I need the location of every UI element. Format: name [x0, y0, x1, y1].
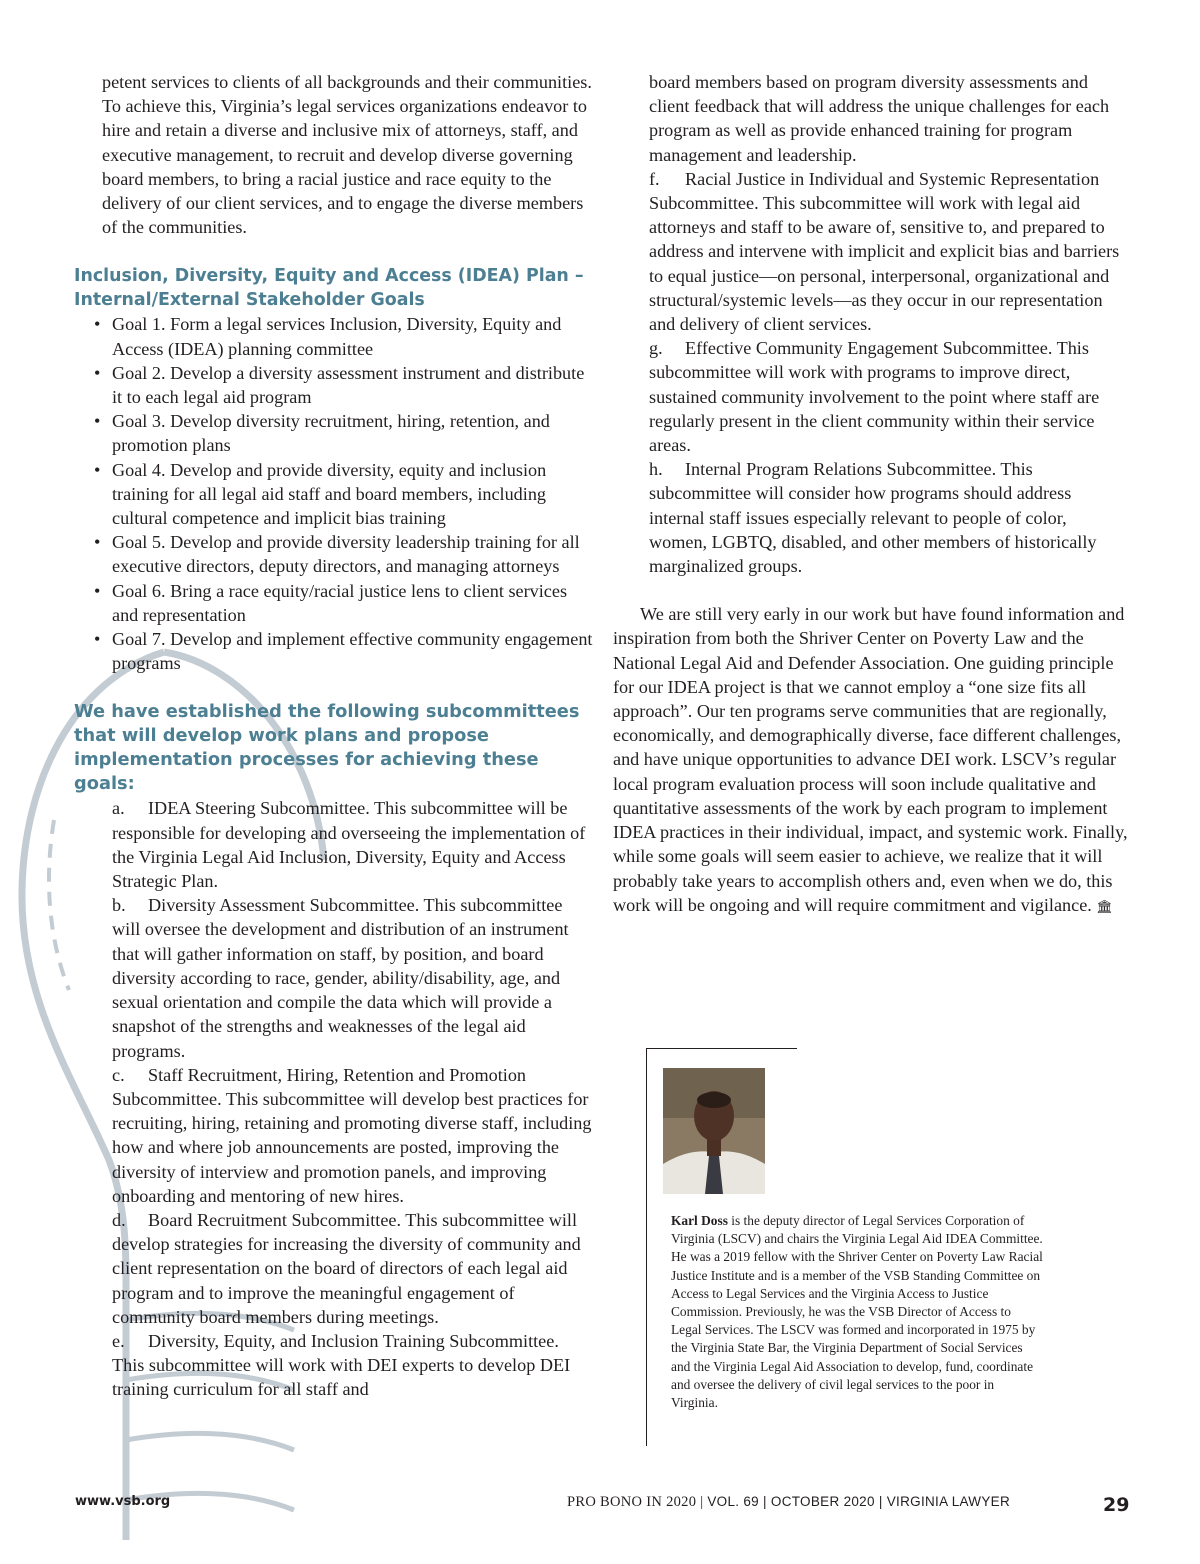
subcommittee-text: Diversity, Equity, and Inclusion Training Subcommittee. This subcommittee will work with DEI experts to develop DEI training curriculum for all staff and [112, 1330, 571, 1400]
subcommittee-text: Internal Program Relations Subcommittee. This subcommittee will consider how programs should address internal staff issues especially relevant to people of color, women, LGBTQ, disabled, and other members of historically marginalized groups. [649, 459, 1097, 577]
section-name: PRO BONO IN 2020 [567, 1494, 697, 1510]
closing-paragraph [613, 602, 1128, 920]
subcommittee-label: e. [112, 1330, 125, 1351]
continuation-paragraph: board members based on program diversity assessments and client feedback that will address the unique challenges for each program as well as provide enhanced training for program management and leadership. [649, 72, 1110, 165]
subcommittee-label: g. [649, 338, 663, 359]
subcommittee-text: Board Recruitment Subcommittee. This subcommittee will develop strategies for increasing the diversity of community and client representation on the board of directors of each legal aid program and to improve the meaningful engagement of community board members during meetings. [112, 1209, 581, 1327]
subcommittee-text: IDEA Steering Subcommittee. This subcommittee will be responsible for developing and overseeing the implementation of the Virginia Legal Aid Inclusion, Diversity, Equity and Access Strategic Plan. [112, 798, 586, 892]
closing-text: We are still very early in our work but have found information and inspiration from both the Shriver Center on Poverty Law and the National Legal Aid and Defender Association. One guiding principle for our IDEA project is that we cannot employ a “one size fits all approach”. Our ten programs serve communities that are regionally, economically, and demographically diverse, face different challenges, and have unique opportunities to advance DEI work. LSCV’s regular local program evaluation process will soon include qualitative and quantitative assessments of the work by each program to implement IDEA practices in their individual, impact, and systemic work. Finally, while some goals will seem easier to achieve, we realize that it will probably take years to accomplish others and, even when we do, this work will be ongoing and will require commitment and vigilance. [613, 604, 1128, 915]
goal-item: • Goal 6. Bring a race equity/racial justice lens to client services and representation [112, 579, 594, 627]
subcommittee-item [112, 1063, 594, 1208]
subcommittee-text: Diversity Assessment Subcommittee. This subcommittee will oversee the development and distribution of an instrument that will gather information on staff, by position, and board diversity according to race, gender, ability/disability, age, and sexual orientation and compile the data which will provide a snapshot of the strengths and weaknesses of the legal aid programs. [112, 895, 569, 1061]
intro-paragraph: petent services to clients of all backgrounds and their communities. To achieve this, Virginia’s legal services organizations endeavor to hire and retain a diverse and inclusive mix of attorneys, staff, and executive management, to recruit and develop diverse governing board members, to bring a racial justice and race equity to the delivery of our client services, and to engage the diverse members of the communities. [102, 72, 592, 238]
subcommittee-item [112, 1329, 594, 1402]
subcommittee-item [112, 796, 594, 893]
subcommittee-item [649, 336, 1128, 457]
subcommittee-item [649, 167, 1128, 336]
subcommittee-label: a. [112, 798, 125, 819]
goal-item: • Goal 4. Develop and provide diversity, equity and inclusion training for all legal aid staff and board members, including cultural competence and implicit bias training [112, 458, 594, 531]
subcommittee-label: f. [649, 168, 660, 189]
page-number: 29 [1103, 1494, 1130, 1516]
subcommittee-list-continued [613, 167, 1128, 578]
goal-item: • Goal 7. Develop and implement effective community engagement programs [112, 627, 594, 675]
subcommittee-label: c. [112, 1064, 125, 1085]
subcommittee-label: b. [112, 895, 126, 916]
end-mark-icon: 🏛 [1096, 899, 1113, 915]
subcommittee-item [112, 893, 594, 1062]
subcommittee-text: Racial Justice in Individual and Systemic Representation Subcommittee. This subcommittee will work with legal aid attorneys and staff to be aware of, sensitive to, and prepared to address and intervene with implicit and explicit bias and barriers to equal justice—on personal, interpersonal, organizational and structural/systemic levels—as they occur in our representation and delivery of client services. [649, 168, 1120, 335]
goal-item: • Goal 3. Develop diversity recruitment, hiring, retention, and promotion plans [112, 409, 594, 457]
subcommittee-item [112, 1208, 594, 1329]
subcommittees-heading: We have established the following subcommittees that will develop work plans and propose implementation processes for achieving these goals: [74, 701, 580, 795]
author-bio-box [646, 1048, 1043, 1446]
author-bio-text: is the deputy director of Legal Services Corporation of Virginia (LSCV) and chairs the Virginia Legal Aid IDEA Committee. He was a 2019 fellow with the Shriver Center on Poverty Law Racial Justice Institute and is a member of the VSB Standing Committee on Access to Legal Services and the Virginia Access to Justice Commission. Previously, he was the VSB Director of Access to Legal Services. The LSCV was formed and incorporated in 1975 by the Virginia State Bar, the Virginia Department of Social Services and the Virginia Legal Aid Association to develop, fund, coordinate and oversee the delivery of civil legal services to the poor in Virginia. [671, 1213, 1043, 1411]
issue-date: OCTOBER 2020 [770, 1494, 875, 1509]
author-bio [671, 1212, 1043, 1412]
right-column [613, 70, 1128, 920]
goals-list [74, 312, 594, 675]
website-url[interactable]: www.vsb.org [75, 1494, 171, 1509]
subcommittee-list [74, 796, 594, 1401]
publication-line: PRO BONO IN 2020 | VOL. 69 | OCTOBER 2020 | VIRGINIA LAWYER [567, 1494, 1011, 1510]
publication-name: VIRGINIA LAWYER [886, 1494, 1011, 1509]
goal-item: • Goal 5. Develop and provide diversity leadership training for all executive directors, deputy directors, and managing attorneys [112, 530, 594, 578]
subcommittee-text: Effective Community Engagement Subcommittee. This subcommittee will work with programs to improve direct, sustained community involvement to the point where staff are regularly present in the client community within their service areas. [649, 338, 1100, 456]
bio-divider [647, 1048, 797, 1049]
author-name: Karl Doss [671, 1213, 728, 1228]
left-column [74, 70, 594, 1402]
subcommittee-item [649, 457, 1128, 578]
subcommittee-label: h. [649, 459, 663, 480]
goals-heading: Inclusion, Diversity, Equity and Access (IDEA) Plan – Internal/External Stakeholder Goals [74, 266, 584, 311]
goal-item: • Goal 1. Form a legal services Inclusion, Diversity, Equity and Access (IDEA) planning committee [112, 312, 594, 360]
subcommittee-label: d. [112, 1209, 126, 1230]
volume: VOL. 69 [707, 1494, 759, 1509]
author-photo [663, 1068, 765, 1194]
subcommittee-text: Staff Recruitment, Hiring, Retention and Promotion Subcommittee. This subcommittee will develop best practices for recruiting, hiring, retaining and promoting diverse staff, including how and where job announcements are posted, improving the diversity of interview and promotion panels, and improving onboarding and mentoring of new hires. [112, 1064, 592, 1206]
goal-item: • Goal 2. Develop a diversity assessment instrument and distribute it to each legal aid program [112, 361, 594, 409]
